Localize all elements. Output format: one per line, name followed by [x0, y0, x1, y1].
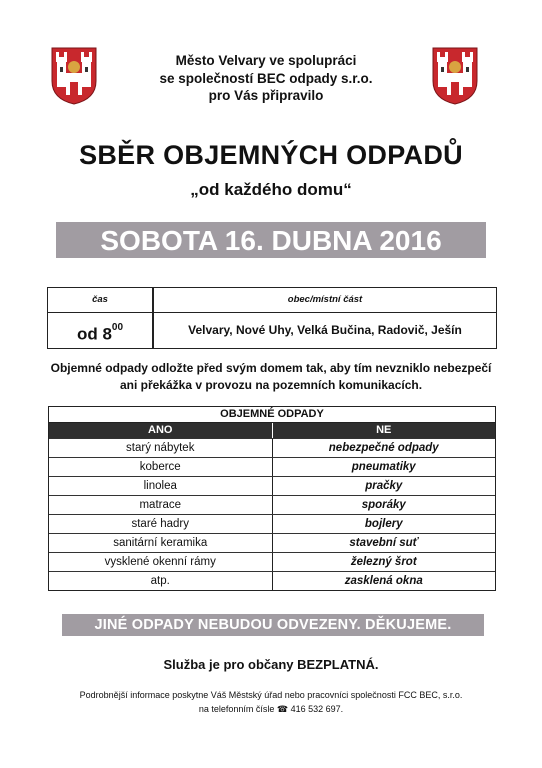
yes-cell: matrace: [49, 496, 273, 514]
no-cell: pračky: [365, 480, 403, 492]
no-cell: bojlery: [364, 518, 403, 530]
coat-of-arms-icon: [432, 47, 478, 105]
yes-cell: staré hadry: [49, 515, 273, 533]
free-service-text: Služba je pro občany BEZPLATNÁ.: [163, 657, 379, 672]
instruction-note: Objemné odpady odložte před svým domem tak, aby tím nevzniklo nebezpečí ani překážka v provozu na pozemních komunikacích.: [50, 361, 492, 392]
schedule-table: [47, 287, 497, 349]
yes-cell: starý nábytek: [49, 439, 273, 457]
footer-info: [40, 688, 502, 716]
col-yes: ANO: [49, 423, 273, 438]
schedule-places: Velvary, Nové Uhy, Velká Bučina, Radovič, Ješín: [188, 323, 462, 337]
yes-cell: atp.: [49, 572, 273, 590]
schedule-time: [48, 313, 152, 348]
schedule-time-minutes: 00: [111, 322, 124, 333]
schedule-col-time: čas: [92, 294, 108, 305]
page-title: SBĚR OBJEMNÝCH ODPADŮ: [79, 140, 463, 170]
page-subtitle: „od každého domu“: [190, 180, 352, 199]
waste-table: [48, 406, 496, 591]
table-row: [49, 514, 495, 533]
no-cell: stavební suť: [349, 537, 419, 549]
no-cell: pneumatiky: [351, 461, 416, 473]
coat-of-arms-icon: [51, 47, 97, 105]
table-row: [49, 495, 495, 514]
yes-cell: sanitární keramika: [49, 534, 273, 552]
table-row: [49, 457, 495, 476]
no-cell: sporáky: [361, 499, 406, 511]
intro-text: [100, 52, 432, 105]
footer-line: Podrobnější informace poskytne Váš Městský úřad nebo pracovníci společnosti FCC BEC, s.r.o.: [79, 690, 463, 700]
schedule-time-prefix: od 8: [76, 324, 112, 344]
intro-line: pro Vás připravilo: [208, 88, 324, 103]
yes-cell: koberce: [49, 458, 273, 476]
warning-banner: JINÉ ODPADY NEBUDOU ODVEZENY. DĚKUJEME.: [62, 614, 484, 636]
yes-cell: vysklené okenní rámy: [49, 553, 273, 571]
waste-table-title: OBJEMNÉ ODPADY: [49, 407, 495, 423]
no-cell: železný šrot: [350, 556, 417, 568]
table-row: [49, 476, 495, 495]
table-row: [49, 533, 495, 552]
intro-line: Město Velvary ve spolupráci: [175, 53, 357, 68]
yes-cell: linolea: [49, 477, 273, 495]
table-row: [49, 438, 495, 457]
table-row: [49, 571, 495, 590]
waste-table-header: [49, 423, 495, 438]
col-no: NE: [376, 424, 392, 436]
table-row: [49, 552, 495, 571]
intro-line: se společností BEC odpady s.r.o.: [159, 70, 373, 86]
no-cell: zasklená okna: [344, 575, 423, 587]
no-cell: nebezpečné odpady: [328, 442, 439, 454]
date-banner: SOBOTA 16. DUBNA 2016: [56, 222, 486, 258]
footer-line: na telefonním čísle ☎ 416 532 697.: [198, 704, 344, 714]
schedule-col-place: obec/místní část: [287, 294, 363, 305]
